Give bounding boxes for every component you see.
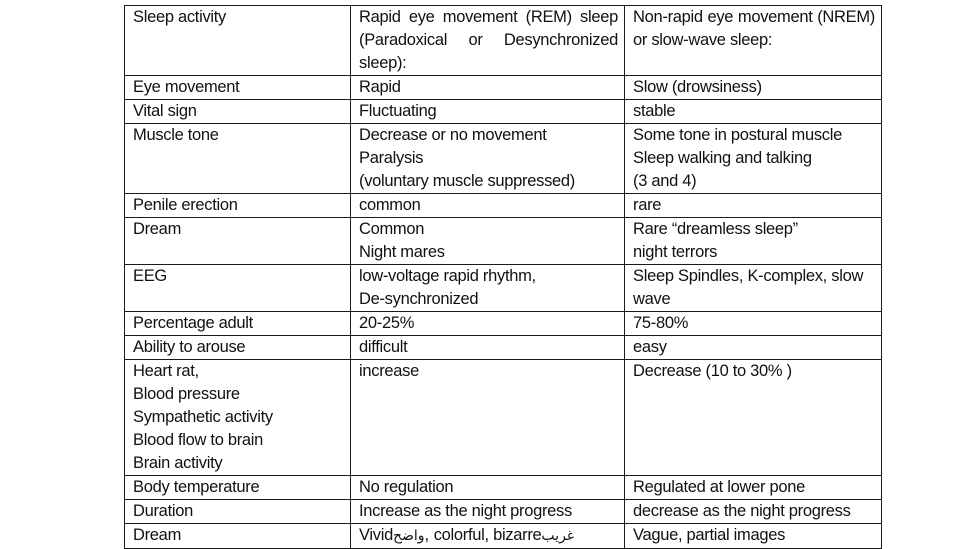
cell-nrem: [625, 100, 882, 124]
cell-nrem: [625, 500, 882, 524]
colorful-bizarre-text: , colorful, bizarre: [424, 526, 542, 544]
cell-rem: [351, 360, 625, 476]
cell-rem: [351, 476, 625, 500]
cell-nrem: [625, 124, 882, 194]
cell-line: wave: [633, 290, 671, 308]
cell-line: Increase as the night progress: [359, 502, 572, 520]
bizarre-arabic-text: غريب: [541, 528, 575, 544]
cell-line: [359, 524, 618, 548]
table-row: [125, 194, 882, 218]
cell-line: Decrease or no movement: [359, 126, 547, 144]
table-row: [125, 524, 882, 549]
cell-line: Dream: [133, 526, 182, 544]
cell-line: EEG: [133, 267, 167, 285]
cell-rem: [351, 194, 625, 218]
cell-line: increase: [359, 362, 419, 380]
table-body: [125, 6, 882, 549]
cell-nrem: [625, 218, 882, 265]
table-row: [125, 360, 882, 476]
cell-line: Heart rat,: [133, 362, 199, 380]
cell-activity: [125, 524, 351, 549]
cell-line: 75-80%: [633, 314, 689, 332]
cell-line: Duration: [133, 502, 193, 520]
header-sleep-activity: Sleep activity: [125, 6, 351, 76]
table-row: [125, 476, 882, 500]
cell-rem: [351, 100, 625, 124]
table-row: [125, 100, 882, 124]
cell-line: Sleep walking and talking: [633, 149, 812, 167]
cell-activity: [125, 100, 351, 124]
cell-nrem: [625, 194, 882, 218]
cell-line: Ability to arouse: [133, 338, 246, 356]
cell-line: De-synchronized: [359, 290, 479, 308]
cell-line: Some tone in postural muscle: [633, 126, 842, 144]
cell-line: Rare “dreamless sleep”: [633, 220, 798, 238]
cell-nrem: [625, 76, 882, 100]
cell-line: Eye movement: [133, 78, 240, 96]
cell-activity: [125, 124, 351, 194]
cell-line: rare: [633, 196, 662, 214]
cell-rem: [351, 76, 625, 100]
cell-line: Regulated at lower pone: [633, 478, 805, 496]
cell-activity: [125, 218, 351, 265]
cell-line: Blood flow to brain: [133, 431, 264, 449]
table-row: [125, 218, 882, 265]
cell-line: Vital sign: [133, 102, 197, 120]
cell-line: night terrors: [633, 243, 718, 261]
header-row: [125, 6, 882, 76]
cell-line: No regulation: [359, 478, 454, 496]
cell-nrem: [625, 476, 882, 500]
cell-nrem: [625, 312, 882, 336]
vivid-text: Vivid: [359, 526, 393, 544]
cell-activity: [125, 336, 351, 360]
cell-rem: [351, 524, 625, 549]
cell-line: Vague, partial images: [633, 526, 786, 544]
cell-line: decrease as the night progress: [633, 502, 851, 520]
cell-line: Penile erection: [133, 196, 238, 214]
cell-nrem: [625, 360, 882, 476]
cell-line: 20-25%: [359, 314, 415, 332]
cell-line: (voluntary muscle suppressed): [359, 172, 575, 190]
cell-line: Fluctuating: [359, 102, 437, 120]
cell-line: difficult: [359, 338, 408, 356]
cell-line: Percentage adult: [133, 314, 253, 332]
table-row: [125, 124, 882, 194]
cell-rem: [351, 218, 625, 265]
header-nrem-sleep: Non-rapid eye movement (NREM) or slow-wave sleep:: [625, 6, 882, 76]
cell-line: Blood pressure: [133, 385, 240, 403]
cell-line: Sympathetic activity: [133, 408, 273, 426]
table-row: [125, 76, 882, 100]
cell-rem: [351, 124, 625, 194]
cell-activity: [125, 476, 351, 500]
vivid-arabic-text: واضح: [392, 528, 425, 544]
cell-activity: [125, 500, 351, 524]
table-row: [125, 312, 882, 336]
cell-activity: [125, 76, 351, 100]
cell-rem: [351, 500, 625, 524]
table-row: [125, 500, 882, 524]
cell-activity: [125, 265, 351, 312]
cell-activity: [125, 360, 351, 476]
cell-line: low-voltage rapid rhythm,: [359, 267, 536, 285]
table-row: [125, 265, 882, 312]
cell-line: Dream: [133, 220, 182, 238]
cell-line: Body temperature: [133, 478, 260, 496]
cell-rem: [351, 336, 625, 360]
cell-line: Muscle tone: [133, 126, 219, 144]
cell-line: Rapid: [359, 78, 401, 96]
cell-line: Sleep Spindles, K-complex, slow: [633, 267, 864, 285]
cell-line: Slow (drowsiness): [633, 78, 762, 96]
cell-rem: [351, 265, 625, 312]
cell-line: common: [359, 196, 421, 214]
cell-rem: [351, 312, 625, 336]
table-row: [125, 336, 882, 360]
cell-nrem: [625, 336, 882, 360]
cell-line: (3 and 4): [633, 172, 697, 190]
cell-nrem: [625, 524, 882, 549]
cell-activity: [125, 312, 351, 336]
cell-activity: [125, 194, 351, 218]
cell-line: stable: [633, 102, 676, 120]
cell-line: Decrease (10 to 30% ): [633, 362, 792, 380]
cell-line: Paralysis: [359, 149, 424, 167]
header-rem-sleep: Rapid eye movement (REM) sleep (Paradoxical or Desynchronized sleep):: [351, 6, 625, 76]
cell-nrem: [625, 265, 882, 312]
cell-line: Night mares: [359, 243, 445, 261]
cell-line: Common: [359, 220, 425, 238]
cell-line: Brain activity: [133, 454, 223, 472]
sleep-comparison-table: [124, 5, 882, 549]
cell-line: easy: [633, 338, 667, 356]
